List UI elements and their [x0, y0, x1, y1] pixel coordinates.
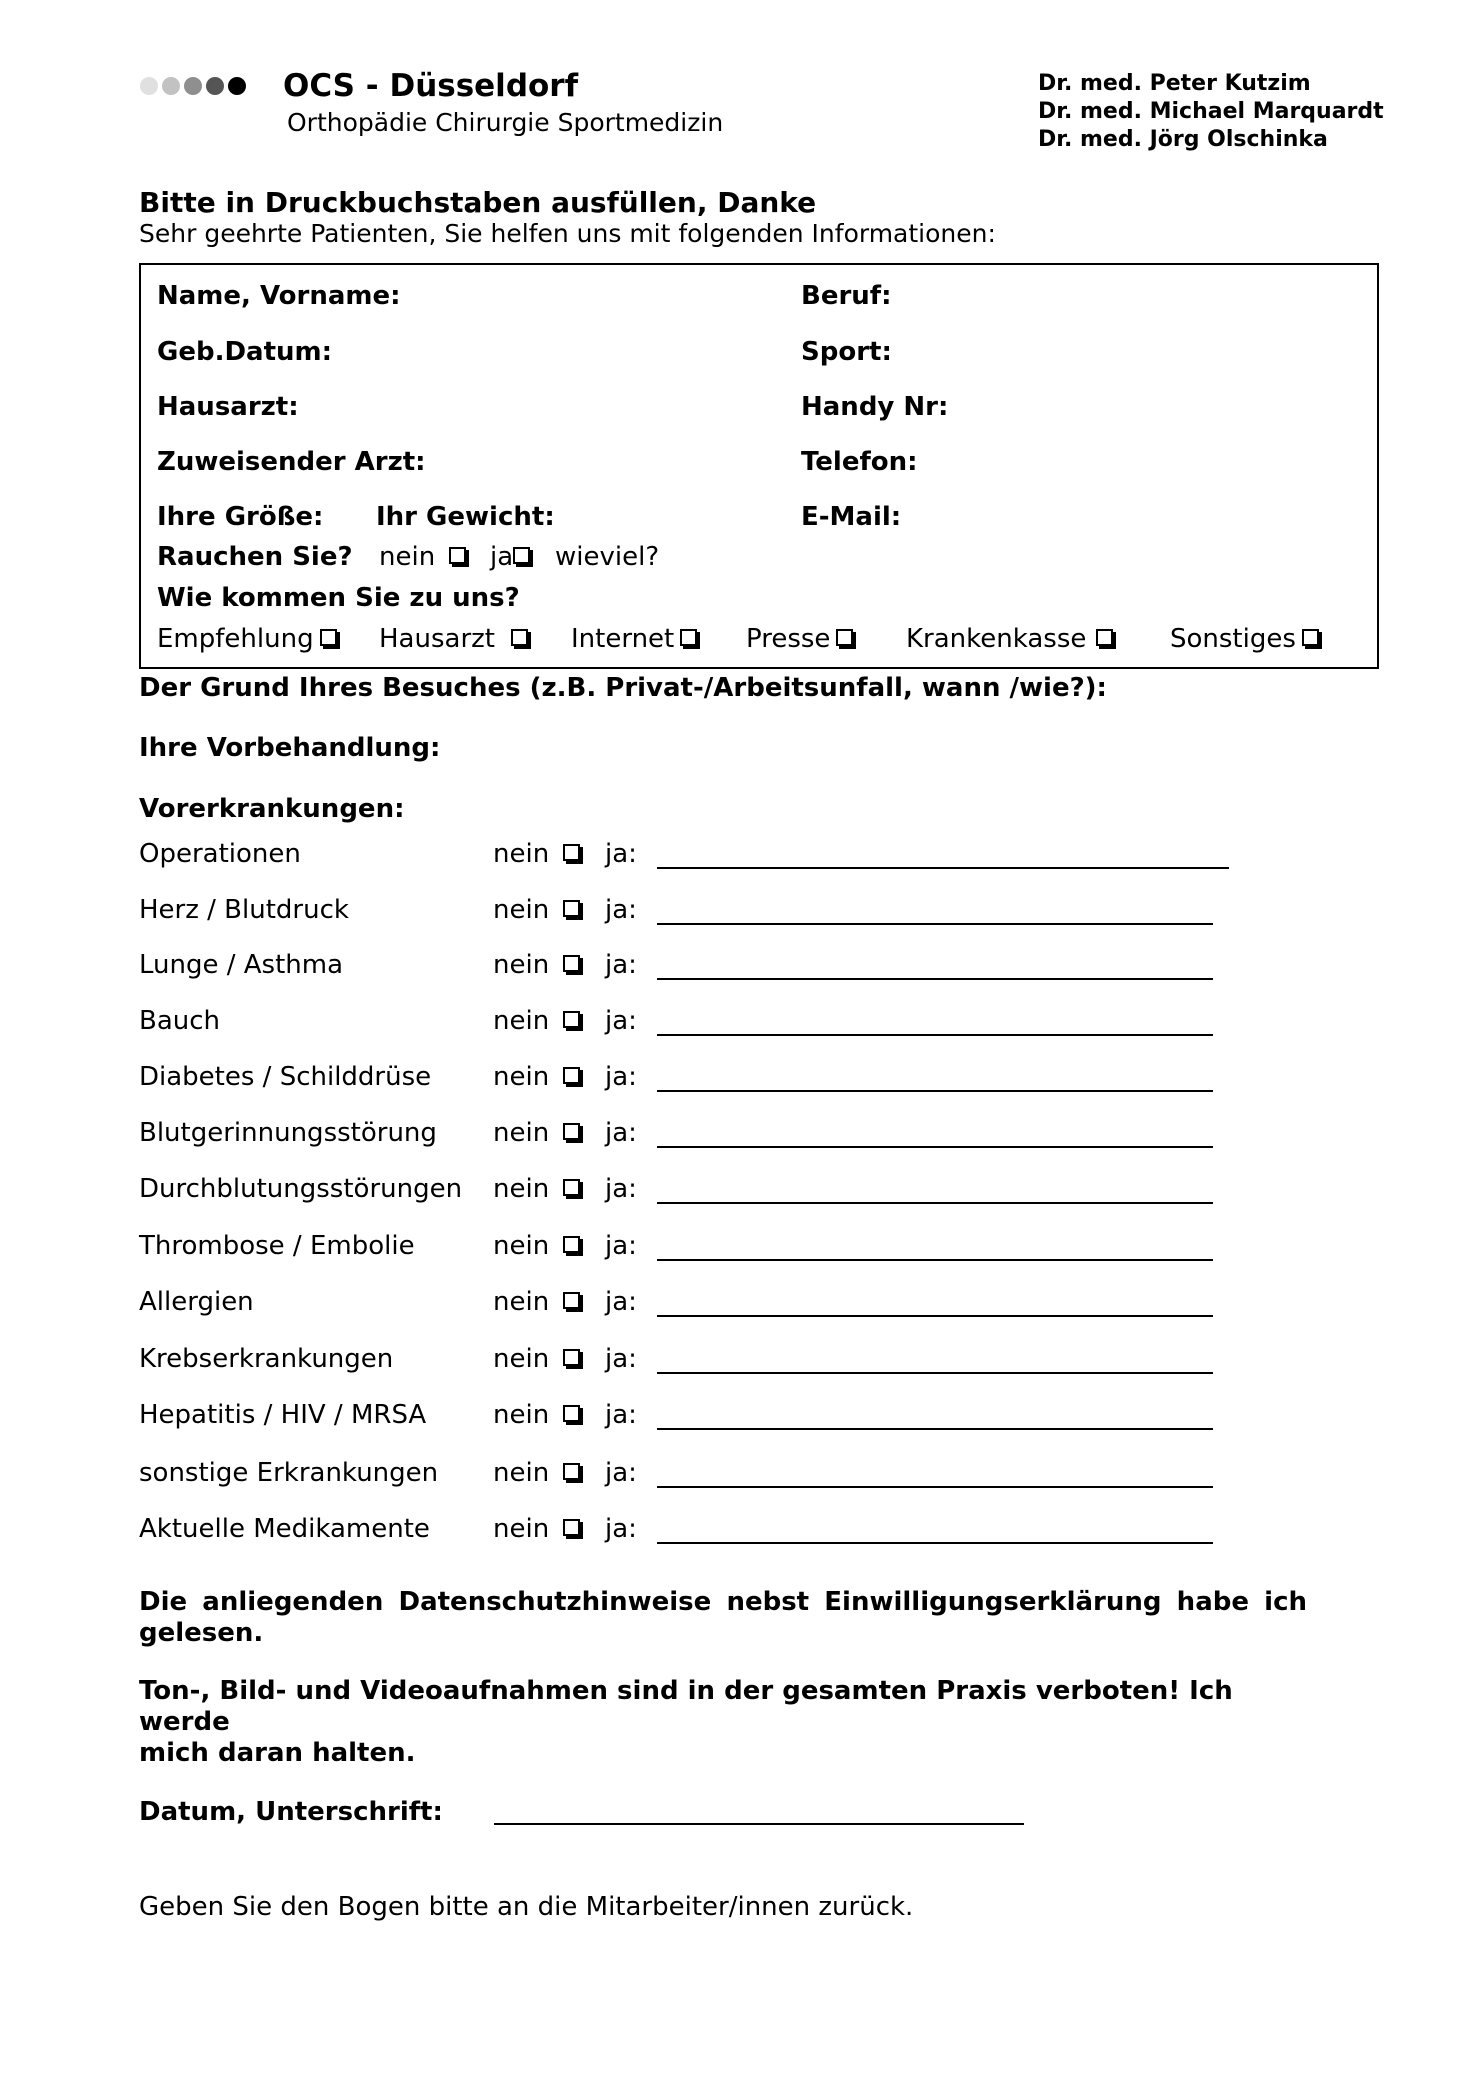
condition-no-checkbox[interactable]: [563, 1292, 580, 1309]
smoking-no-option[interactable]: [379, 542, 466, 572]
condition-no-option[interactable]: [493, 1458, 580, 1488]
condition-yes-label: ja:: [605, 839, 637, 869]
condition-details-line[interactable]: [657, 1372, 1213, 1374]
condition-yes-label: ja:: [605, 1458, 637, 1488]
logo-dot: [184, 77, 202, 95]
practice-subtitle: Orthopädie Chirurgie Sportmedizin: [287, 108, 724, 137]
sport-field-label: Sport:: [801, 337, 892, 367]
condition-details-line[interactable]: [657, 1259, 1213, 1261]
source-label: Internet: [571, 624, 675, 654]
condition-label: Bauch: [139, 1006, 221, 1036]
condition-no-option[interactable]: [493, 839, 580, 869]
condition-no-option[interactable]: [493, 895, 580, 925]
condition-no-option[interactable]: [493, 1344, 580, 1374]
weight-field-label: Ihr Gewicht:: [376, 502, 555, 532]
doctor-name: Dr. med. Peter Kutzim: [1038, 71, 1311, 96]
condition-yes-label: ja:: [605, 1062, 637, 1092]
condition-no-label: nein: [493, 950, 550, 980]
doctor-name: Dr. med. Michael Marquardt: [1038, 99, 1384, 124]
condition-no-option[interactable]: [493, 1062, 580, 1092]
condition-no-option[interactable]: [493, 1400, 580, 1430]
condition-no-checkbox[interactable]: [563, 1463, 580, 1480]
condition-no-checkbox[interactable]: [563, 1123, 580, 1140]
condition-yes-label: ja:: [605, 1231, 637, 1261]
smoking-no-label: nein: [379, 542, 436, 572]
recording-ban-line: mich daran halten.: [139, 1738, 416, 1768]
source-label: Hausarzt: [379, 624, 495, 654]
condition-no-checkbox[interactable]: [563, 900, 580, 917]
doctor-name: Dr. med. Jörg Olschinka: [1038, 127, 1328, 152]
condition-details-line[interactable]: [657, 867, 1229, 869]
source-label: Presse: [746, 624, 831, 654]
source-option-presse[interactable]: [746, 624, 853, 654]
signature-label: Datum, Unterschrift:: [139, 1797, 443, 1827]
condition-label: Allergien: [139, 1287, 254, 1317]
condition-yes-label: ja:: [605, 1400, 637, 1430]
condition-label: Hepatitis / HIV / MRSA: [139, 1400, 427, 1430]
height-field-label: Ihre Größe:: [157, 502, 324, 532]
condition-no-option[interactable]: [493, 1118, 580, 1148]
condition-details-line[interactable]: [657, 1090, 1213, 1092]
condition-details-line[interactable]: [657, 923, 1213, 925]
condition-no-label: nein: [493, 1006, 550, 1036]
condition-yes-label: ja:: [605, 1174, 637, 1204]
condition-no-label: nein: [493, 1400, 550, 1430]
condition-no-option[interactable]: [493, 1514, 580, 1544]
condition-no-option[interactable]: [493, 950, 580, 980]
gp-field-label: Hausarzt:: [157, 392, 299, 422]
smoking-yes-label: ja: [490, 542, 514, 572]
recording-ban-statement: [139, 1676, 1307, 1769]
condition-no-option[interactable]: [493, 1231, 580, 1261]
source-option-krankenkasse[interactable]: [906, 624, 1113, 654]
form-instruction-heading: Bitte in Druckbuchstaben ausfüllen, Danke: [139, 186, 817, 219]
source-option-hausarzt[interactable]: [379, 624, 528, 654]
source-checkbox[interactable]: [511, 629, 528, 646]
condition-no-label: nein: [493, 1344, 550, 1374]
form-instruction-text: Sehr geehrte Patienten, Sie helfen uns mit folgenden Informationen:: [139, 219, 996, 248]
smoking-yes-option[interactable]: [490, 542, 530, 572]
birthdate-field-label: Geb.Datum:: [157, 337, 333, 367]
condition-no-checkbox[interactable]: [563, 844, 580, 861]
logo-dot: [140, 77, 158, 95]
visit-reason-label: Der Grund Ihres Besuches (z.B. Privat-/Arbeitsunfall, wann /wie?):: [139, 673, 1107, 703]
privacy-consent-line: gelesen.: [139, 1618, 264, 1648]
practice-logo: [140, 77, 246, 95]
condition-label: Thrombose / Embolie: [139, 1231, 415, 1261]
name-field-label: Name, Vorname:: [157, 281, 401, 311]
email-field-label: E-Mail:: [801, 502, 902, 532]
condition-no-option[interactable]: [493, 1006, 580, 1036]
condition-no-label: nein: [493, 1174, 550, 1204]
privacy-consent-statement: [139, 1587, 1307, 1649]
source-checkbox[interactable]: [1302, 629, 1319, 646]
condition-no-checkbox[interactable]: [563, 1236, 580, 1253]
condition-label: Durchblutungsstörungen: [139, 1174, 463, 1204]
condition-no-label: nein: [493, 1231, 550, 1261]
logo-dot: [162, 77, 180, 95]
source-checkbox[interactable]: [836, 629, 853, 646]
source-option-sonstiges[interactable]: [1170, 624, 1319, 654]
condition-label: Blutgerinnungsstörung: [139, 1118, 437, 1148]
condition-yes-label: ja:: [605, 950, 637, 980]
condition-no-label: nein: [493, 1458, 550, 1488]
phone-field-label: Telefon:: [801, 447, 918, 477]
condition-yes-label: ja:: [605, 1118, 637, 1148]
condition-details-line[interactable]: [657, 978, 1213, 980]
privacy-consent-line: Die anliegenden Datenschutzhinweise nebst Einwilligungserklärung habe ich: [139, 1587, 1307, 1617]
condition-yes-label: ja:: [605, 1514, 637, 1544]
condition-no-checkbox[interactable]: [563, 1405, 580, 1422]
condition-no-label: nein: [493, 1287, 550, 1317]
condition-no-checkbox[interactable]: [563, 1179, 580, 1196]
signature-line[interactable]: [494, 1823, 1024, 1825]
mobile-field-label: Handy Nr:: [801, 392, 949, 422]
condition-no-label: nein: [493, 895, 550, 925]
smoking-no-checkbox[interactable]: [449, 547, 466, 564]
condition-details-line[interactable]: [657, 1542, 1213, 1544]
recording-ban-line: Ton-, Bild- und Videoaufnahmen sind in der gesamten Praxis verboten! Ich werde: [139, 1676, 1233, 1737]
condition-no-label: nein: [493, 1514, 550, 1544]
condition-no-label: nein: [493, 1118, 550, 1148]
source-label: Sonstiges: [1170, 624, 1296, 654]
condition-details-line[interactable]: [657, 1486, 1213, 1488]
source-label: Krankenkasse: [906, 624, 1087, 654]
condition-no-checkbox[interactable]: [563, 1011, 580, 1028]
return-form-note: Geben Sie den Bogen bitte an die Mitarbeiter/innen zurück.: [139, 1892, 914, 1922]
condition-details-line[interactable]: [657, 1428, 1213, 1430]
condition-details-line[interactable]: [657, 1034, 1213, 1036]
condition-yes-label: ja:: [605, 895, 637, 925]
source-option-empfehlung[interactable]: [157, 624, 337, 654]
referral-source-question: Wie kommen Sie zu uns?: [157, 583, 520, 613]
smoking-question: Rauchen Sie?: [157, 542, 353, 572]
condition-label: Aktuelle Medikamente: [139, 1514, 430, 1544]
source-label: Empfehlung: [157, 624, 314, 654]
condition-label: Diabetes / Schilddrüse: [139, 1062, 432, 1092]
source-checkbox[interactable]: [1096, 629, 1113, 646]
condition-label: sonstige Erkrankungen: [139, 1458, 439, 1488]
condition-no-option[interactable]: [493, 1287, 580, 1317]
condition-no-checkbox[interactable]: [563, 1349, 580, 1366]
condition-no-checkbox[interactable]: [563, 1067, 580, 1084]
condition-label: Operationen: [139, 839, 301, 869]
condition-yes-label: ja:: [605, 1344, 637, 1374]
condition-yes-label: ja:: [605, 1006, 637, 1036]
condition-no-checkbox[interactable]: [563, 1519, 580, 1536]
condition-no-checkbox[interactable]: [563, 955, 580, 972]
logo-dot: [206, 77, 224, 95]
smoking-amount-label: wieviel?: [555, 542, 660, 572]
pre-existing-conditions-heading: Vorerkrankungen:: [139, 794, 405, 824]
condition-yes-label: ja:: [605, 1287, 637, 1317]
condition-label: Lunge / Asthma: [139, 950, 344, 980]
smoking-yes-checkbox[interactable]: [513, 547, 530, 564]
source-checkbox[interactable]: [320, 629, 337, 646]
condition-no-label: nein: [493, 1062, 550, 1092]
condition-details-line[interactable]: [657, 1146, 1213, 1148]
prior-treatment-label: Ihre Vorbehandlung:: [139, 733, 441, 763]
condition-no-label: nein: [493, 839, 550, 869]
condition-no-option[interactable]: [493, 1174, 580, 1204]
source-option-internet[interactable]: [571, 624, 697, 654]
condition-label: Krebserkrankungen: [139, 1344, 394, 1374]
occupation-field-label: Beruf:: [801, 281, 892, 311]
practice-name: OCS - Düsseldorf: [283, 68, 579, 104]
condition-label: Herz / Blutdruck: [139, 895, 349, 925]
referring-doctor-label: Zuweisender Arzt:: [157, 447, 426, 477]
logo-dot: [228, 77, 246, 95]
condition-details-line[interactable]: [657, 1315, 1213, 1317]
source-checkbox[interactable]: [680, 629, 697, 646]
condition-details-line[interactable]: [657, 1202, 1213, 1204]
